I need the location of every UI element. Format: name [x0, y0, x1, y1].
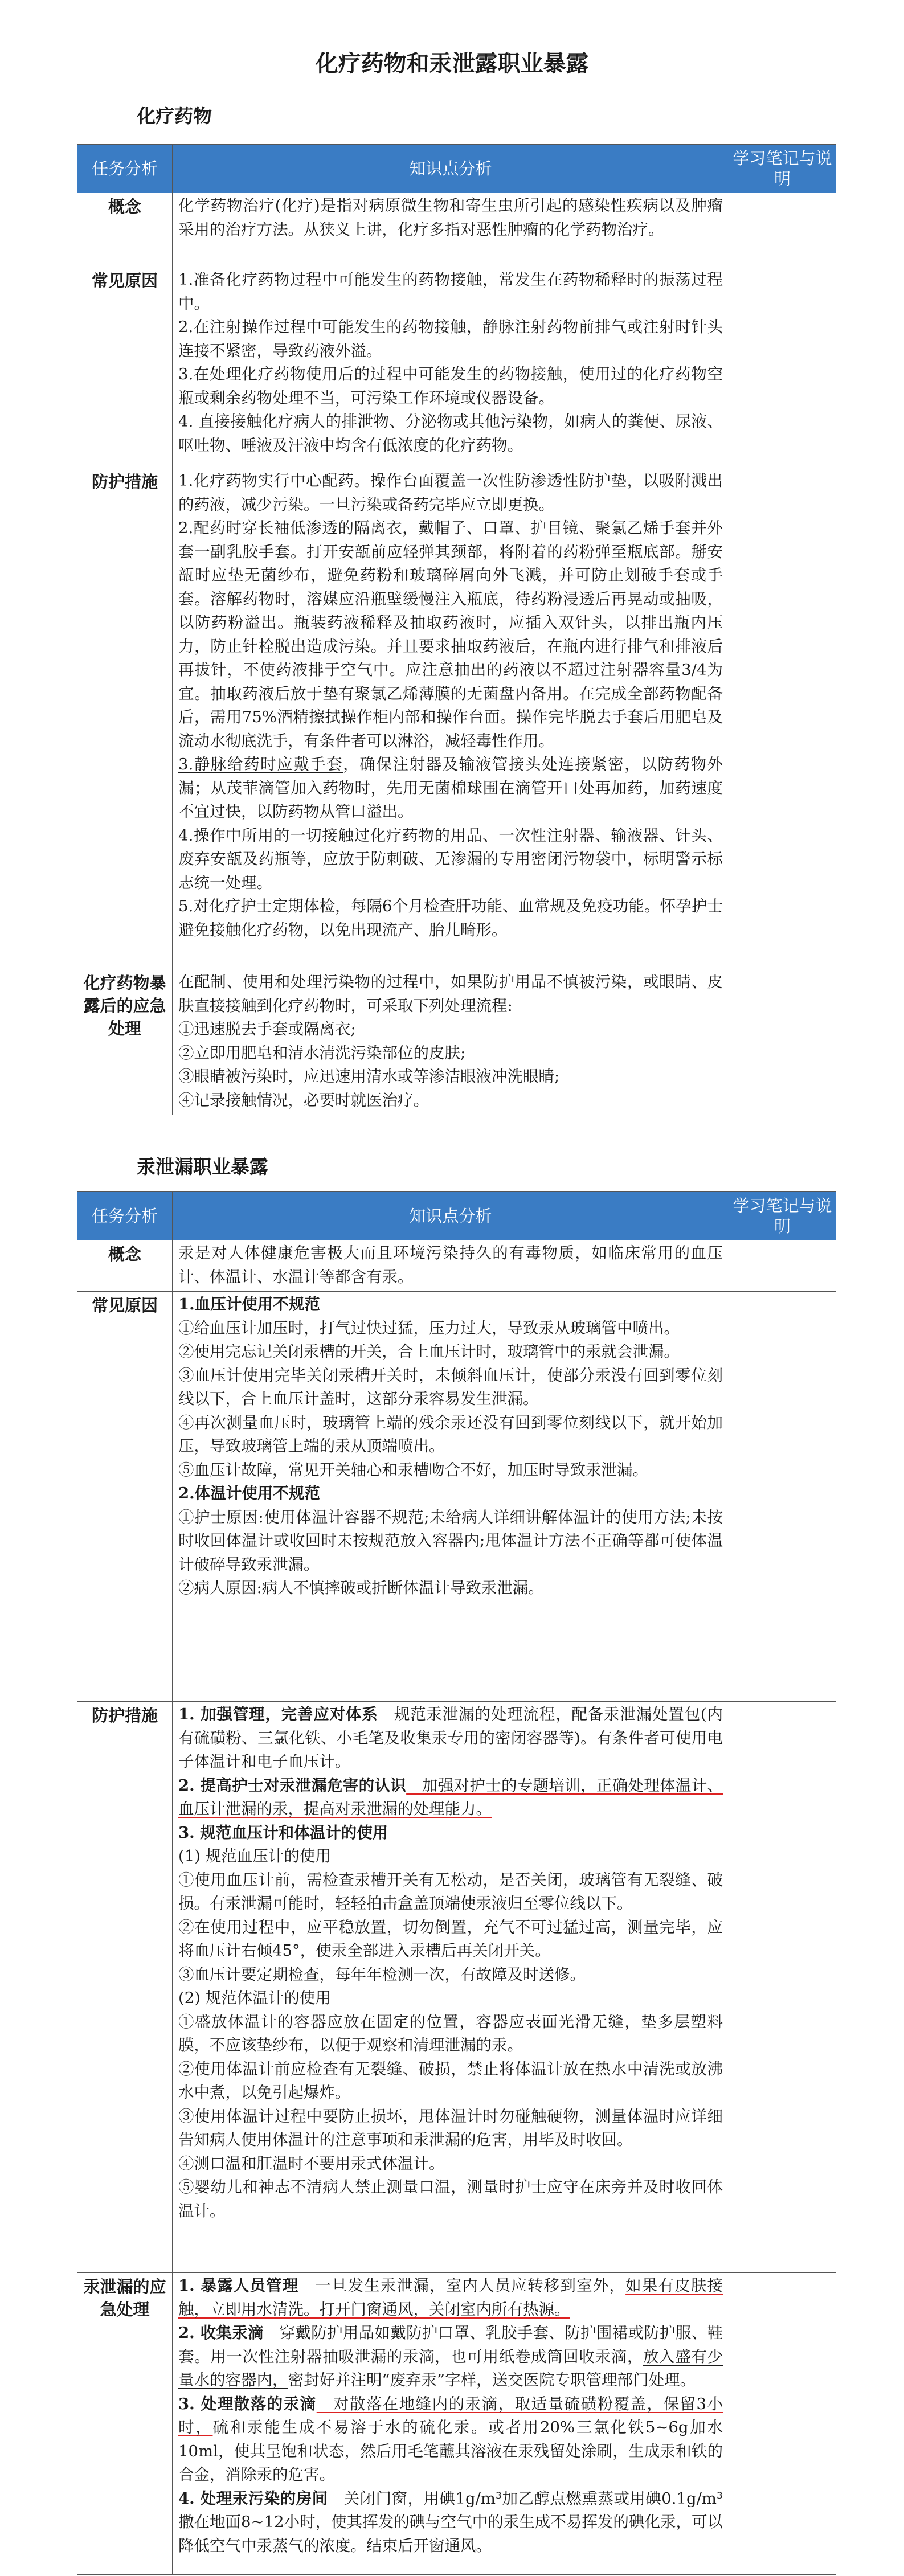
row-label: 概念	[77, 1240, 173, 1292]
notes-cell[interactable]	[729, 193, 836, 267]
row-label: 防护措施	[77, 468, 173, 969]
table-row	[77, 2273, 836, 2575]
list-item: 1.准备化疗药物过程中可能发生的药物接触，常发生在药物稀释时的振荡过程中。	[178, 271, 723, 313]
notes-cell[interactable]	[729, 468, 836, 969]
header-task-analysis: 任务分析	[77, 145, 173, 193]
underlined-text: 放入盛有少量水的容器内，	[178, 2347, 723, 2389]
list-item: ②立即用肥皂和清水清洗污染部位的皮肤;	[178, 1043, 466, 1062]
list-item: ③血压计使用完毕关闭汞槽开关时，未倾斜血压计，使部分汞没有回到零位刻线以下，合上血压计盖时，这部分汞容易发生泄漏。	[178, 1366, 723, 1408]
underlined-text: 加强对护士的专题培训，正确处理体温计、血压计泄漏的汞，提高对汞泄漏的处理能力。	[178, 1776, 723, 1818]
notes-cell[interactable]	[729, 267, 836, 468]
mercury-table	[77, 1191, 836, 2575]
section-title-chemo: 化疗药物	[137, 105, 212, 127]
list-item: 2. 提高护士对汞泄漏危害的认识 加强对护士的专题培训，正确处理体温计、血压计泄漏的汞，提高对汞泄漏的处理能力。	[178, 1776, 723, 1818]
header-task-analysis: 任务分析	[77, 1192, 173, 1240]
list-item: ④再次测量血压时，玻璃管上端的残余汞还没有回到零位刻线以下，就开始加压，导致玻璃管上端的汞从顶端喷出。	[178, 1413, 723, 1455]
underlined-text: 3.静脉给药时应戴手套	[178, 755, 343, 773]
table-row	[77, 468, 836, 969]
list-item: ①给血压计加压时，打气过快过猛，压力过大，导致汞从玻璃管中喷出。	[178, 1318, 680, 1337]
list-item: (2) 规范体温计的使用	[178, 1989, 331, 2007]
row-content	[173, 1292, 729, 1702]
list-item: ⑤血压计故障，常见开关轴心和汞槽吻合不好，加压时导致汞泄漏。	[178, 1460, 648, 1479]
header-knowledge-analysis: 知识点分析	[173, 1192, 729, 1240]
list-item: 4.操作中所用的一切接触过化疗药物的用品、一次性注射器、输液器、针头、废弃安瓿及药瓶等，应放于防刺破、无渗漏的专用密闭污物袋中，标明警示标志统一处理。	[178, 826, 723, 892]
list-item: 2.配药时穿长袖低渗透的隔离衣，戴帽子、口罩、护目镜、聚氯乙烯手套并外套一副乳胶手套。打开安瓿前应轻弹其颈部，将附着的药粉弹至瓶底部。掰安瓿时应垫无菌纱布，避免药粉和玻璃碎屑向外飞溅，并可防止划破手套或手套。溶解药物时，溶媒应沿瓶壁缓慢注入瓶底，待药粉浸透后再晃动或抽吸，以防药粉溢出。瓶装药液稀释及抽取药液时，应插入双针头，以排出瓶内压力，防止针栓脱出造成污染。并且要求抽取药液后，在瓶内进行排气和排液后再拔针，不使药液排于空气中。应注意抽出的药液以不超过注射器容量3/4为宜。抽取药液后放于垫有聚氯乙烯薄膜的无菌盘内备用。在完成全部药物配备后，需用75%酒精擦拭操作柜内部和操作台面。操作完毕脱去手套后用肥皂及流动水彻底洗手，有条件者可以淋浴，减轻毒性作用。	[178, 519, 723, 750]
list-item: 4. 处理汞污染的房间 关闭门窗，用碘1g/m³加乙醇点燃熏蒸或用碘0.1g/m³撒在地面8~12小时，使其挥发的碘与空气中的汞生成不易挥发的碘化汞，可以降低空气中汞蒸气的浓度。结束后开窗通风。	[178, 2489, 723, 2555]
table-row	[77, 267, 836, 468]
list-item: (1) 规范血压计的使用	[178, 1847, 331, 1865]
list-item: ①护士原因:使用体温计容器不规范;未给病人详细讲解体温计的使用方法;未按时收回体温计或收回时未按规范放入容器内;甩体温计方法不正确等都可使体温计破碎导致汞泄漏。	[178, 1508, 723, 1574]
row-label: 化疗药物暴露后的应急处理	[77, 969, 173, 1115]
row-content	[173, 1240, 729, 1292]
list-heading: 3. 规范血压计和体温计的使用	[178, 1823, 388, 1842]
underlined-text: 如果有皮肤接触，立即用水清洗。打开门窗通风，关闭室内所有热源。	[178, 2276, 723, 2319]
list-item: 3.静脉给药时应戴手套，确保注射器及输液管接头处连接紧密，以防药物外漏；从茂菲滴管加入药物时，先用无菌棉球围在滴管开口处再加药，加药速度不宜过快，以防药物从管口溢出。	[178, 755, 723, 821]
table-header-row	[77, 1192, 836, 1240]
concept-text: 汞是对人体健康危害极大而且环境污染持久的有毒物质，如临床常用的血压计、体温计、水温计等都含有汞。	[178, 1244, 723, 1286]
header-study-notes: 学习笔记与说明	[729, 1192, 836, 1240]
list-item: 2.在注射操作过程中可能发生的药物接触，静脉注射药物前排气或注射时针头连接不紧密，导致药液外溢。	[178, 318, 723, 360]
underlined-text: 对散落在地缝内的汞滴，取适量硫磺粉覆盖，保留3小时，	[178, 2394, 723, 2436]
list-item: 3.在处理化疗药物使用后的过程中可能发生的药物接触，使用过的化疗药物空瓶或剩余药物处理不当，可污染工作环境或仪器设备。	[178, 365, 723, 407]
header-study-notes: 学习笔记与说明	[729, 145, 836, 193]
list-heading: 2.体温计使用不规范	[178, 1484, 320, 1502]
header-knowledge-analysis: 知识点分析	[173, 145, 729, 193]
row-label: 概念	[77, 193, 173, 267]
list-item: ③眼睛被污染时，应迅速用清水或等渗洁眼液冲洗眼睛;	[178, 1067, 560, 1086]
list-item: ③使用体温计过程中要防止损坏，甩体温计时勿碰触硬物，测量体温时应详细告知病人使用体温计的注意事项和汞泄漏的危害，用毕及时收回。	[178, 2107, 723, 2149]
row-label: 常见原因	[77, 1292, 173, 1702]
list-item: ②病人原因:病人不慎摔破或折断体温计导致汞泄漏。	[178, 1579, 544, 1597]
list-item: ④记录接触情况，必要时就医治疗。	[178, 1091, 429, 1109]
list-item: ①迅速脱去手套或隔离衣;	[178, 1020, 356, 1038]
list-item: ①使用血压计前，需检查汞槽开关有无松动，是否关闭，玻璃管有无裂缝、破损。有汞泄漏可能时，轻轻拍击盒盖顶端使汞液归至零位线以下。	[178, 1870, 723, 1912]
row-content	[173, 969, 729, 1115]
list-item: ①盛放体温计的容器应放在固定的位置，容器应表面光滑无缝，垫多层塑料膜，不应该垫纱布，以便于观察和清理泄漏的汞。	[178, 2012, 723, 2054]
list-item: 2. 收集汞滴 穿戴防护用品如戴防护口罩、乳胶手套、防护围裙或防护服、鞋套。用一次性注射器抽吸泄漏的汞滴，也可用纸卷成筒回收汞滴，放入盛有少量水的容器内，密封好并注明“废弃汞”字样，送交医院专职管理部门处理。	[178, 2324, 723, 2389]
list-item: 5.对化疗护士定期体检，每隔6个月检查肝功能、血常规及免疫功能。怀孕护士避免接触化疗药物，以免出现流产、胎儿畸形。	[178, 897, 723, 939]
row-content	[173, 193, 729, 267]
table-header-row	[77, 145, 836, 193]
document-title: 化疗药物和汞泄露职业暴露	[315, 50, 589, 77]
table-row	[77, 969, 836, 1115]
list-item: 1. 加强管理，完善应对体系 规范汞泄漏的处理流程，配备汞泄漏处置包(内有硫磺粉、三氯化铁、小毛笔及收集汞专用的密闭容器等)。有条件者可使用电子体温计和电子血压计。	[178, 1705, 723, 1771]
notes-cell[interactable]	[729, 2273, 836, 2575]
list-item: ②在使用过程中，应平稳放置，切勿倒置，充气不可过猛过高，测量完毕，应将血压计右倾45°，使汞全部进入汞槽后再关闭开关。	[178, 1918, 723, 1960]
list-item: ②使用体温计前应检查有无裂缝、破损，禁止将体温计放在热水中清洗或放沸水中煮，以免引起爆炸。	[178, 2059, 723, 2102]
notes-cell[interactable]	[729, 969, 836, 1115]
row-content	[173, 2273, 729, 2575]
list-item: 3. 处理散落的汞滴 对散落在地缝内的汞滴，取适量硫磺粉覆盖，保留3小时，硫和汞能生成不易溶于水的硫化汞。或者用20%三氯化铁5~6g加水10ml，使其呈饱和状态，然后用毛笔蘸其溶液在汞残留处涂刷，生成汞和铁的合金，消除汞的危害。	[178, 2394, 723, 2484]
notes-cell[interactable]	[729, 1240, 836, 1292]
list-item: ③血压计要定期检查，每年年检测一次，有故障及时送修。	[178, 1965, 586, 1984]
row-label: 汞泄漏的应急处理	[77, 2273, 173, 2575]
table-row	[77, 1240, 836, 1292]
notes-cell[interactable]	[729, 1292, 836, 1702]
row-content	[173, 267, 729, 468]
section-title-mercury: 汞泄漏职业暴露	[137, 1156, 268, 1178]
list-item: ⑤婴幼儿和神志不清病人禁止测量口温，测量时护士应守在床旁并及时收回体温计。	[178, 2178, 723, 2220]
row-label: 防护措施	[77, 1702, 173, 2273]
table-row	[77, 193, 836, 267]
concept-text: 化学药物治疗(化疗)是指对病原微生物和寄生虫所引起的感染性疾病以及肿瘤采用的治疗方法。从狭义上讲，化疗多指对恶性肿瘤的化学药物治疗。	[178, 196, 723, 239]
list-heading: 1.血压计使用不规范	[178, 1295, 320, 1313]
list-item: ④测口温和肛温时不要用汞式体温计。	[178, 2154, 445, 2173]
list-item: 在配制、使用和处理污染物的过程中，如果防护用品不慎被污染，或眼睛、皮肤直接接触到化疗药物时，可采取下列处理流程:	[178, 973, 723, 1015]
notes-cell[interactable]	[729, 1702, 836, 2273]
list-item: 1. 暴露人员管理 一旦发生汞泄漏，室内人员应转移到室外，如果有皮肤接触，立即用水清洗。打开门窗通风，关闭室内所有热源。	[178, 2276, 723, 2319]
row-content	[173, 1702, 729, 2273]
list-item: 4. 直接接触化疗病人的排泄物、分泌物或其他污染物，如病人的粪便、尿液、呕吐物、唾液及汗液中均含有低浓度的化疗药物。	[178, 412, 723, 454]
table-row	[77, 1702, 836, 2273]
chemo-table	[77, 144, 836, 1115]
table-row	[77, 1292, 836, 1702]
list-item: 1.化疗药物实行中心配药。操作台面覆盖一次性防渗透性防护垫，以吸附溅出的药液，减少污染。一旦污染或备药完毕应立即更换。	[178, 472, 723, 514]
row-content	[173, 468, 729, 969]
row-label: 常见原因	[77, 267, 173, 468]
list-item: ②使用完忘记关闭汞槽的开关，合上血压计时，玻璃管中的汞就会泄漏。	[178, 1342, 680, 1361]
